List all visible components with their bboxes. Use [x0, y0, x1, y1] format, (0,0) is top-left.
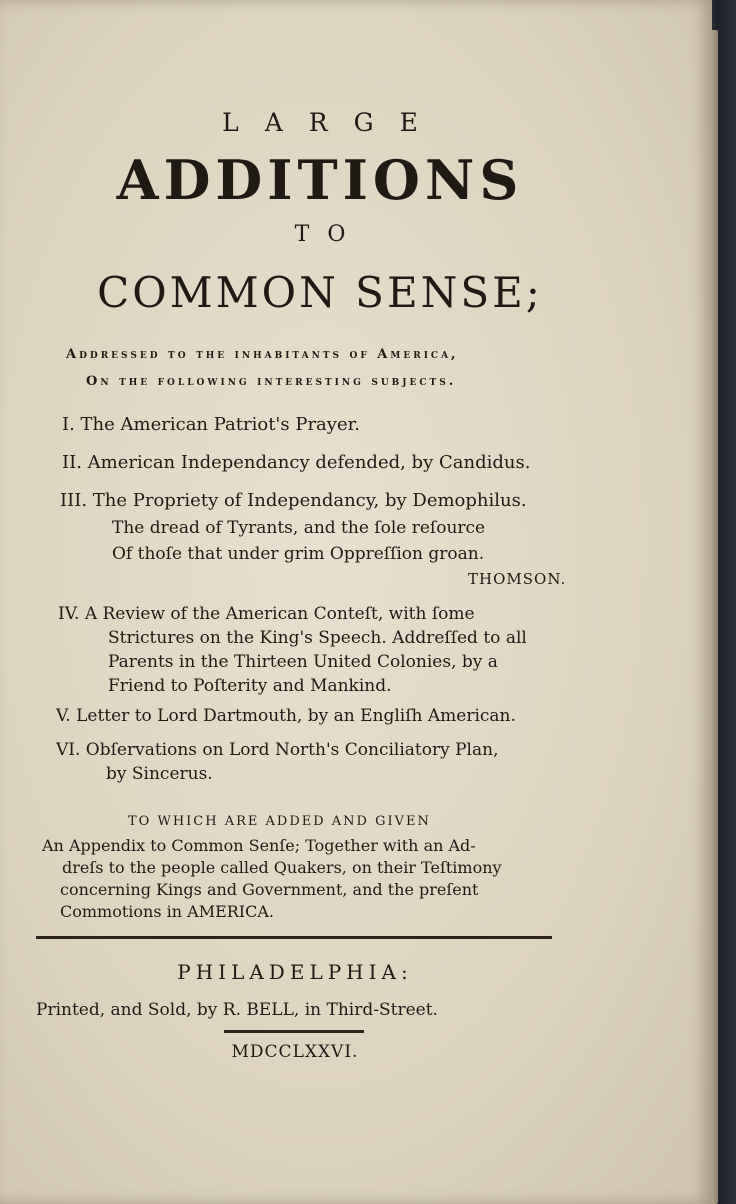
title-to: TO: [294, 222, 364, 247]
imprint-city: PHILADELPHIA:: [177, 960, 413, 984]
appendix-line-4: Commotions in AMERICA.: [60, 902, 275, 921]
appendix-heading: TO WHICH ARE ADDED AND GIVEN: [128, 814, 431, 829]
imprint-printer: Printed, and Sold, by R. BELL, in Third-Street.: [36, 1000, 438, 1020]
item-4-line-1: IV. A Review of the American Conteſt, with ſome: [58, 604, 475, 624]
quote-author: THOMSON.: [468, 570, 567, 588]
addressed-line-1: Addressed to the inhabitants of America,: [66, 347, 459, 362]
title-common-sense: COMMON SENSE;: [97, 268, 543, 317]
item-1: I. The American Patriot's Prayer.: [62, 414, 360, 435]
title-large: LARGE: [222, 108, 444, 137]
short-rule: [224, 1030, 364, 1033]
appendix-line-1: An Appendix to Common Senſe; Together with an Ad-: [42, 836, 476, 855]
item-6-line-1: VI. Obſervations on Lord North's Conciliatory Plan,: [56, 740, 499, 760]
divider-rule: [36, 936, 552, 939]
item-3: III. The Propriety of Independancy, by Demophilus.: [60, 490, 527, 511]
item-4-line-3: Parents in the Thirteen United Colonies, by a: [108, 652, 498, 672]
imprint-date: MDCCLXXVI.: [231, 1042, 359, 1062]
quote-line-2: Of thoſe that under grim Oppreſſion groan.: [112, 544, 485, 564]
quote-line-1: The dread of Tyrants, and the ſole reſource: [112, 518, 486, 538]
item-5: V. Letter to Lord Dartmouth, by an Engliſh American.: [56, 706, 516, 726]
item-6-line-2: by Sincerus.: [106, 764, 213, 784]
title-additions: ADDITIONS: [116, 148, 524, 212]
appendix-line-3: concerning Kings and Government, and the preſent: [60, 880, 479, 899]
addressed-line-2: On the following interesting subjects.: [86, 374, 457, 389]
item-2: II. American Independancy defended, by Candidus.: [62, 452, 531, 473]
item-4-line-4: Friend to Poſterity and Mankind.: [108, 676, 392, 696]
appendix-line-2: dreſs to the people called Quakers, on their Teſtimony: [62, 858, 502, 877]
item-4-line-2: Strictures on the King's Speech. Addreſſed to all: [108, 628, 527, 648]
